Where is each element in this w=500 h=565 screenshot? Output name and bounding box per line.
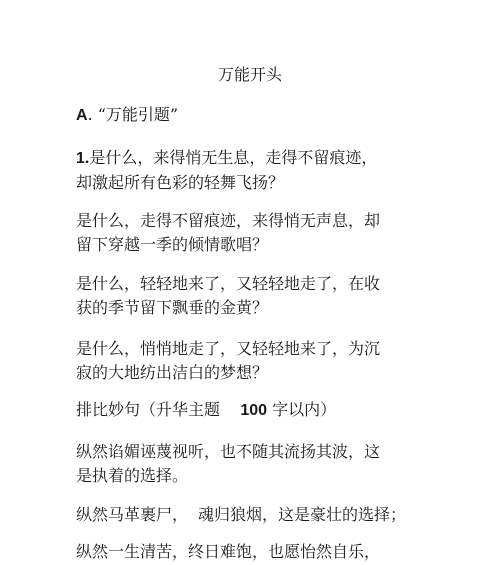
paragraph-text: 是什么，来得悄无生息，走得不留痕迹， bbox=[89, 148, 378, 167]
sentence-part: 纵然马革裹尸， bbox=[76, 505, 189, 524]
document-title: 万能开头 bbox=[217, 65, 282, 84]
sentence-1 bbox=[76, 440, 416, 488]
parallel-suffix: 字以内） bbox=[272, 400, 337, 419]
section-dot: . bbox=[87, 105, 93, 124]
section-label: “万能引题” bbox=[97, 105, 179, 124]
paragraph-line: 是什么，轻轻地来了，又轻轻地走了，在收 bbox=[76, 274, 381, 293]
parallel-heading-line bbox=[76, 398, 416, 423]
paragraph-line bbox=[76, 146, 416, 171]
sentence-3 bbox=[76, 540, 416, 564]
section-heading-a bbox=[76, 104, 178, 127]
paragraph-1 bbox=[76, 146, 416, 195]
parallel-heading bbox=[76, 398, 416, 423]
parallel-prefix: 排比妙句（升华主题 bbox=[76, 400, 221, 419]
paragraph-line: 寂的大地纺出洁白的梦想？ bbox=[76, 363, 269, 382]
sentence-line bbox=[76, 503, 416, 527]
paragraph-line: 是什么，走得不留痕迹，来得悄无声息，却 bbox=[76, 211, 381, 230]
paragraph-4 bbox=[76, 337, 416, 385]
sentence-line: 是执着的选择。 bbox=[76, 466, 189, 485]
paragraph-2 bbox=[76, 209, 416, 257]
paragraph-number: 1. bbox=[76, 150, 90, 167]
paragraph-3 bbox=[76, 272, 416, 320]
paragraph-line: 获的季节留下飘垂的金黄？ bbox=[76, 298, 269, 317]
sentence-2 bbox=[76, 503, 416, 527]
paragraph-line: 留下穿越一季的倾情歌唱？ bbox=[76, 235, 269, 254]
sentence-line: 纵然一生清苦，终日难饱，也愿怡然自乐， bbox=[76, 542, 381, 561]
paragraph-line: 是什么，悄悄地走了，又轻轻地来了，为沉 bbox=[76, 339, 381, 358]
paragraph-line: 却激起所有色彩的轻舞飞扬？ bbox=[76, 173, 285, 192]
sentence-part: 魂归狼烟，这是豪壮的选择； bbox=[198, 505, 407, 524]
section-letter: A bbox=[76, 107, 88, 124]
sentence-line: 纵然谄媚诬蔑视听，也不随其流扬其波，这 bbox=[76, 442, 381, 461]
parallel-count: 100 bbox=[240, 402, 268, 419]
